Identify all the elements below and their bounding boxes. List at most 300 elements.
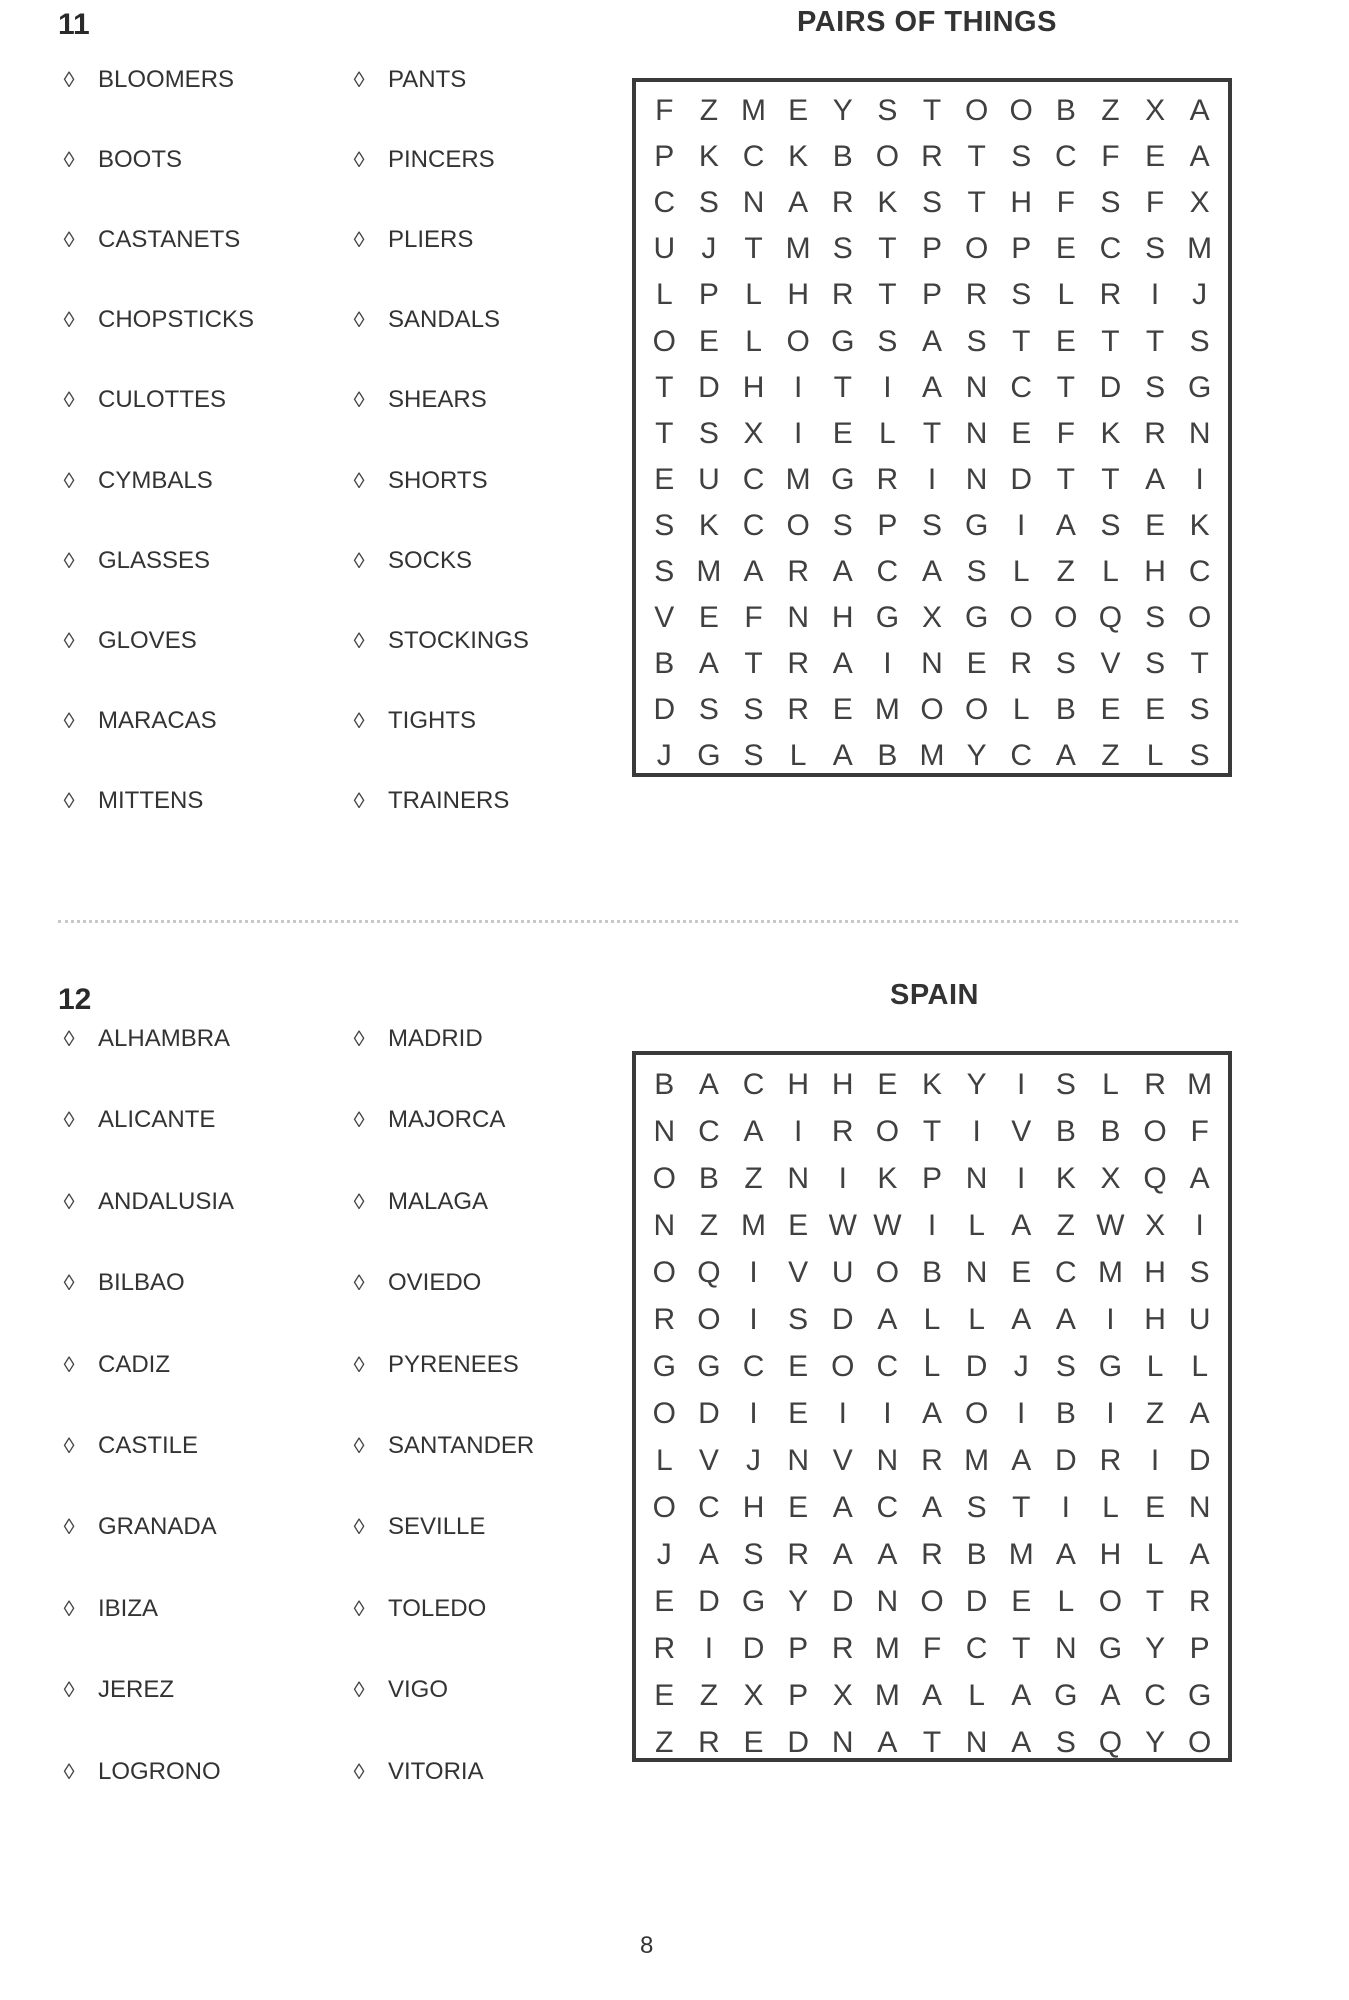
grid-cell: Q <box>1098 601 1123 635</box>
grid-cell: G <box>831 324 855 358</box>
grid-cell: F <box>922 1631 942 1665</box>
grid-cell: Z <box>699 1678 719 1712</box>
grid-cell: M <box>741 94 767 128</box>
grid-cell: A <box>921 1678 942 1712</box>
grid-cell: S <box>698 693 719 727</box>
grid-cell: Z <box>1101 739 1120 773</box>
grid-cell: O <box>964 693 989 727</box>
grid-cell: S <box>743 1537 764 1571</box>
grid-cell: M <box>1187 232 1213 266</box>
word-list-item <box>58 66 234 94</box>
diamond-icon: ◊ <box>353 627 365 653</box>
word-text: CULOTTES <box>98 386 227 414</box>
grid-cell: I <box>927 1208 937 1242</box>
grid-cell: S <box>1145 601 1166 635</box>
word-list-item <box>58 1758 221 1786</box>
grid-cell: E <box>698 601 719 635</box>
word-text: BILBAO <box>98 1269 185 1297</box>
grid-cell: A <box>698 1537 719 1571</box>
word-list-item <box>58 547 210 575</box>
grid-cell: Y <box>832 94 853 128</box>
word-text: STOCKINGS <box>388 626 529 654</box>
grid-cell: S <box>654 508 675 542</box>
grid-cell: C <box>1010 739 1033 773</box>
grid-cell: I <box>1195 1208 1204 1242</box>
grid-cell: Q <box>1143 1161 1167 1195</box>
word-list-item <box>58 707 217 735</box>
grid-cell: A <box>832 1490 853 1524</box>
grid-cell: E <box>1011 1255 1032 1289</box>
grid-cell: R <box>1144 416 1166 450</box>
word-text: PINCERS <box>388 146 495 174</box>
grid-cell: I <box>1017 1161 1026 1195</box>
word-text: OVIEDO <box>388 1269 482 1297</box>
grid-cell: A <box>921 1490 942 1524</box>
grid-cell: O <box>1054 601 1078 635</box>
grid-cell: N <box>965 416 988 450</box>
grid-cell: G <box>1188 370 1212 404</box>
diamond-icon: ◊ <box>63 1107 75 1133</box>
grid-cell: S <box>698 186 719 220</box>
word-list-item <box>348 1595 486 1623</box>
grid-cell: O <box>652 324 676 358</box>
diamond-icon: ◊ <box>353 787 365 813</box>
grid-cell: S <box>1189 1255 1210 1289</box>
grid-cell: E <box>1055 324 1076 358</box>
grid-cell: O <box>697 1302 721 1336</box>
grid-cell: R <box>831 186 854 220</box>
grid-cell: O <box>920 693 944 727</box>
grid-cell: E <box>788 1396 809 1430</box>
grid-cell: O <box>652 1255 676 1289</box>
grid-cell: V <box>1100 647 1121 681</box>
grid-cell: N <box>831 1725 854 1759</box>
diamond-icon: ◊ <box>353 1758 365 1784</box>
grid-cell: E <box>1100 693 1121 727</box>
word-text: CASTILE <box>98 1432 199 1459</box>
grid-cell: Z <box>655 1725 674 1759</box>
grid-cell: K <box>698 508 719 542</box>
grid-cell: S <box>698 416 719 450</box>
grid-cell: N <box>876 1443 899 1477</box>
grid-cell: O <box>964 94 989 128</box>
diamond-icon: ◊ <box>353 1595 365 1621</box>
grid-cell: D <box>1099 370 1122 404</box>
word-text: VITORIA <box>388 1757 484 1785</box>
grid-cell: R <box>921 1537 943 1571</box>
word-text: JEREZ <box>98 1676 175 1704</box>
grid-cell: D <box>831 1302 854 1336</box>
grid-cell: T <box>1190 647 1209 681</box>
grid-cell: A <box>1189 1161 1210 1195</box>
word-text: SOCKS <box>388 546 473 574</box>
grid-cell: O <box>1009 601 1033 635</box>
grid-cell: D <box>698 370 720 404</box>
grid-cell: Y <box>1145 1725 1166 1759</box>
grid-cell: F <box>744 601 763 635</box>
grid-cell: M <box>874 693 900 727</box>
diamond-icon: ◊ <box>63 1758 75 1784</box>
grid-cell: G <box>1098 1349 1123 1383</box>
grid-cell: G <box>964 508 989 542</box>
grid-cell: D <box>787 1725 809 1759</box>
grid-cell: X <box>1145 1208 1166 1242</box>
grid-cell: M <box>785 462 811 496</box>
grid-cell: T <box>878 232 897 266</box>
grid-cell: O <box>786 508 810 542</box>
grid-cell: N <box>653 1114 676 1148</box>
grid-cell: N <box>742 186 765 220</box>
grid-cell: E <box>698 324 719 358</box>
grid-cell: A <box>1100 1678 1121 1712</box>
grid-cell: M <box>874 1631 900 1665</box>
grid-cell: L <box>968 1208 985 1242</box>
word-list-item <box>348 1513 485 1541</box>
grid-cell: B <box>877 739 898 773</box>
word-text: MAJORCA <box>388 1106 506 1134</box>
grid-cell: F <box>1101 140 1120 174</box>
word-list-item <box>348 787 509 815</box>
word-list-item <box>58 1106 215 1134</box>
grid-cell: E <box>1145 1490 1166 1524</box>
grid-cell: U <box>1188 1302 1211 1336</box>
grid-cell: M <box>874 1678 900 1712</box>
grid-cell: M <box>1097 1255 1123 1289</box>
grid-cell: G <box>831 462 855 496</box>
grid-cell: U <box>653 232 676 266</box>
word-list-item <box>348 1351 519 1379</box>
grid-cell: S <box>1055 647 1076 681</box>
grid-cell: L <box>789 739 807 773</box>
grid-cell: O <box>920 1584 944 1618</box>
letter-grid <box>632 1051 1232 1762</box>
grid-cell: C <box>1099 232 1122 266</box>
grid-cell: A <box>877 1725 898 1759</box>
grid-cell: S <box>832 508 853 542</box>
grid-cell: O <box>652 1161 676 1195</box>
grid-cell: O <box>875 1255 900 1289</box>
grid-cell: A <box>877 1537 898 1571</box>
grid-cell: A <box>788 186 809 220</box>
grid-cell: V <box>832 1443 853 1477</box>
grid-cell: I <box>838 1396 847 1430</box>
grid-cell: O <box>1143 1114 1167 1148</box>
grid-cell: L <box>745 324 762 358</box>
grid-cell: C <box>1055 140 1077 174</box>
grid-cell: K <box>698 140 719 174</box>
grid-cell: S <box>1145 647 1166 681</box>
grid-cell: K <box>1055 1161 1076 1195</box>
grid-cell: B <box>921 1255 942 1289</box>
grid-cell: M <box>919 739 945 773</box>
diamond-icon: ◊ <box>63 1514 75 1540</box>
word-list-item <box>58 1595 158 1623</box>
word-text: BLOOMERS <box>98 66 235 93</box>
grid-cell: S <box>966 554 987 588</box>
grid-cell: H <box>831 601 854 635</box>
grid-cell: I <box>749 1255 758 1289</box>
grid-cell: Y <box>788 1584 809 1618</box>
grid-cell: E <box>1145 693 1166 727</box>
grid-cell: I <box>793 416 803 450</box>
grid-cell: X <box>1100 1161 1121 1195</box>
grid-cell: L <box>879 416 896 450</box>
grid-cell: A <box>1189 1537 1210 1571</box>
word-list-item <box>58 787 203 815</box>
grid-cell: S <box>966 324 987 358</box>
grid-cell: A <box>877 1302 898 1336</box>
grid-cell: C <box>742 1349 765 1383</box>
word-list-item <box>58 1351 170 1379</box>
grid-cell: E <box>788 94 809 128</box>
grid-cell: M <box>696 554 722 588</box>
word-text: CHOPSTICKS <box>98 306 255 334</box>
grid-cell: F <box>1145 186 1165 220</box>
grid-cell: H <box>1010 186 1033 220</box>
grid-cell: F <box>655 94 674 128</box>
grid-cell: E <box>877 1067 898 1101</box>
grid-cell: T <box>878 278 897 312</box>
diamond-icon: ◊ <box>63 1351 75 1377</box>
grid-cell: L <box>1057 278 1075 312</box>
grid-cell: N <box>965 462 988 496</box>
grid-cell: Y <box>1145 1631 1166 1665</box>
grid-cell: R <box>876 462 899 496</box>
grid-cell: E <box>654 462 675 496</box>
grid-cell: A <box>698 1067 719 1101</box>
grid-cell: I <box>838 1161 847 1195</box>
grid-cell: W <box>828 1208 857 1242</box>
word-text: GRANADA <box>98 1513 217 1541</box>
grid-cell: R <box>921 140 943 174</box>
grid-cell: P <box>788 1678 809 1712</box>
word-text: MALAGA <box>388 1187 489 1215</box>
word-list-item <box>348 627 529 655</box>
grid-cell: A <box>1189 1396 1210 1430</box>
grid-cell: X <box>832 1678 853 1712</box>
word-list-item <box>348 226 473 254</box>
grid-cell: N <box>787 601 809 635</box>
grid-cell: R <box>1188 1584 1211 1618</box>
word-text: SHEARS <box>388 386 487 414</box>
grid-cell: G <box>697 739 721 773</box>
grid-cell: S <box>877 324 898 358</box>
grid-cell: R <box>787 647 809 681</box>
grid-cell: K <box>921 1067 942 1101</box>
grid-cell: E <box>654 1584 675 1618</box>
word-text: ALICANTE <box>98 1106 216 1134</box>
grid-cell: S <box>921 186 942 220</box>
grid-cell: U <box>698 462 720 496</box>
grid-cell: D <box>831 1584 854 1618</box>
grid-cell: C <box>876 1349 899 1383</box>
grid-cell: R <box>787 554 809 588</box>
word-text: LOGRONO <box>98 1757 221 1785</box>
puzzle-number: 11 <box>58 8 90 41</box>
diamond-icon: ◊ <box>63 147 75 173</box>
grid-cell: E <box>788 1349 809 1383</box>
diamond-icon: ◊ <box>63 467 75 493</box>
grid-cell: N <box>921 647 943 681</box>
diamond-icon: ◊ <box>353 227 365 253</box>
diamond-icon: ◊ <box>63 627 75 653</box>
grid-cell: T <box>1145 324 1165 358</box>
grid-cell: A <box>832 1537 853 1571</box>
word-list-item <box>348 1106 505 1134</box>
grid-cell: T <box>1056 370 1075 404</box>
grid-cell: H <box>831 1067 854 1101</box>
grid-cell: I <box>1150 278 1160 312</box>
grid-cell: W <box>1096 1208 1125 1242</box>
word-text: ALHAMBRA <box>98 1025 231 1052</box>
grid-cell: S <box>966 1490 987 1524</box>
word-text: PLIERS <box>388 226 474 254</box>
grid-cell: C <box>653 186 676 220</box>
grid-cell: R <box>1099 278 1122 312</box>
grid-cell: R <box>1144 1067 1166 1101</box>
grid-cell: C <box>742 462 765 496</box>
puzzle-number: 12 <box>58 983 92 1016</box>
word-text: TOLEDO <box>388 1594 487 1622</box>
grid-cell: A <box>1011 1725 1032 1759</box>
grid-cell: R <box>831 278 854 312</box>
grid-cell: S <box>1100 186 1121 220</box>
grid-cell: T <box>655 416 674 450</box>
grid-cell: S <box>1145 232 1166 266</box>
grid-cell: H <box>742 370 765 404</box>
word-text: SHORTS <box>388 466 488 494</box>
grid-cell: R <box>831 1114 854 1148</box>
grid-cell: A <box>1011 1678 1032 1712</box>
puzzle-title: SPAIN <box>890 979 979 1011</box>
grid-cell: V <box>698 1443 719 1477</box>
grid-cell: N <box>653 1208 676 1242</box>
word-text: MARACAS <box>98 706 217 734</box>
grid-cell: R <box>653 1631 676 1665</box>
grid-cell: T <box>833 370 852 404</box>
grid-cell: E <box>743 1725 764 1759</box>
grid-cell: A <box>743 554 764 588</box>
diamond-icon: ◊ <box>63 547 75 573</box>
grid-cell: T <box>1056 462 1075 496</box>
grid-cell: D <box>1055 1443 1077 1477</box>
grid-cell: B <box>1055 693 1076 727</box>
grid-cell: O <box>652 1396 676 1430</box>
grid-cell: A <box>743 1114 764 1148</box>
grid-cell: T <box>967 140 986 174</box>
grid-cell: Q <box>1098 1725 1123 1759</box>
word-list-item <box>58 627 197 655</box>
grid-cell: N <box>787 1443 809 1477</box>
grid-cell: L <box>1057 1584 1075 1618</box>
grid-cell: Z <box>1145 1396 1165 1430</box>
word-text: TIGHTS <box>388 706 476 734</box>
grid-cell: P <box>698 278 719 312</box>
grid-cell: T <box>655 370 674 404</box>
grid-cell: E <box>832 693 853 727</box>
word-text: SEVILLE <box>388 1513 486 1541</box>
grid-cell: I <box>704 1631 714 1665</box>
grid-cell: Z <box>744 1161 763 1195</box>
grid-cell: L <box>1191 1349 1209 1383</box>
grid-cell: S <box>1011 140 1032 174</box>
grid-cell: T <box>922 1114 942 1148</box>
grid-cell: R <box>698 1725 720 1759</box>
word-list-item <box>348 386 487 414</box>
grid-cell: R <box>831 1631 854 1665</box>
grid-cell: N <box>1188 416 1211 450</box>
grid-cell: X <box>921 601 942 635</box>
grid-cell: D <box>965 1584 988 1618</box>
grid-cell: L <box>1012 693 1030 727</box>
diamond-icon: ◊ <box>63 787 75 813</box>
word-list-item <box>58 386 226 414</box>
word-list-item <box>58 467 213 495</box>
grid-cell: J <box>701 232 717 266</box>
grid-cell: A <box>1055 739 1076 773</box>
grid-cell: A <box>1055 508 1076 542</box>
grid-cell: O <box>831 1349 855 1383</box>
grid-cell: D <box>742 1631 765 1665</box>
grid-cell: H <box>1144 1255 1166 1289</box>
diamond-icon: ◊ <box>63 387 75 413</box>
grid-cell: K <box>1100 416 1121 450</box>
grid-cell: P <box>921 232 942 266</box>
word-list-item <box>58 146 182 174</box>
grid-cell: P <box>921 1161 942 1195</box>
word-text: GLOVES <box>98 626 197 654</box>
grid-cell: S <box>1100 508 1121 542</box>
word-list-item <box>58 1676 174 1704</box>
grid-cell: R <box>787 1537 809 1571</box>
grid-cell: I <box>1106 1396 1115 1430</box>
grid-cell: T <box>1101 462 1120 496</box>
grid-cell: I <box>1106 1302 1115 1336</box>
grid-cell: C <box>742 508 765 542</box>
grid-cell: T <box>922 416 942 450</box>
grid-cell: S <box>788 1302 809 1336</box>
grid-cell: A <box>832 739 853 773</box>
grid-cell: G <box>964 601 989 635</box>
grid-cell: E <box>1055 232 1076 266</box>
grid-cell: E <box>788 1490 809 1524</box>
grid-cell: A <box>1189 94 1210 128</box>
grid-cell: A <box>832 647 853 681</box>
grid-cell: Z <box>699 94 719 128</box>
grid-cell: I <box>972 1114 981 1148</box>
grid-cell: D <box>1010 462 1033 496</box>
grid-cell: I <box>1061 1490 1070 1524</box>
section-divider <box>58 920 1238 923</box>
grid-cell: J <box>1192 278 1208 312</box>
grid-cell: I <box>749 1302 758 1336</box>
grid-cell: E <box>654 1678 675 1712</box>
diamond-icon: ◊ <box>353 1351 365 1377</box>
grid-cell: S <box>877 94 898 128</box>
grid-cell: L <box>1102 554 1119 588</box>
word-list-item <box>348 1758 484 1786</box>
grid-cell: V <box>1011 1114 1032 1148</box>
grid-cell: S <box>1145 370 1166 404</box>
grid-cell: T <box>1012 1631 1031 1665</box>
grid-cell: K <box>788 140 809 174</box>
grid-cell: G <box>1188 1678 1212 1712</box>
grid-cell: C <box>742 140 765 174</box>
grid-cell: N <box>787 1161 809 1195</box>
grid-cell: S <box>1055 1725 1076 1759</box>
word-text: PYRENEES <box>388 1350 519 1378</box>
grid-cell: R <box>965 278 988 312</box>
